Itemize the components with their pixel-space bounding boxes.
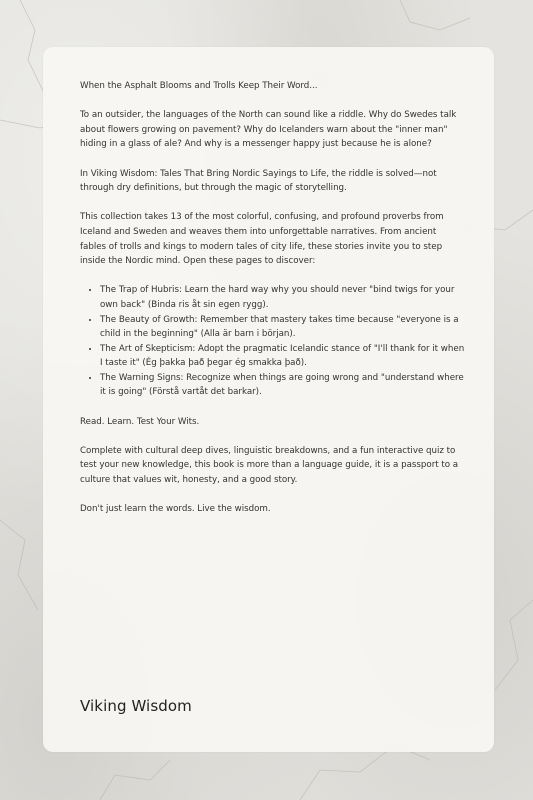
proverb-list (80, 283, 465, 400)
book-paragraph: In Viking Wisdom: Tales That Bring Nordic Sayings to Life, the riddle is solved—not through dry definitions, but through the magic of storytelling. (80, 168, 437, 194)
brand-title: Viking Wisdom (80, 697, 192, 715)
closing-paragraph: Complete with cultural deep dives, linguistic breakdowns, and a fun interactive quiz to test your new knowledge, this book is more than a language guide, it is a passport to a culture that values wit, honesty, and a good story. (80, 445, 459, 486)
intro-paragraph: To an outsider, the languages of the North can sound like a riddle. Why do Swedes talk about flowers growing on pavement? Why do Icelanders warn about the "inner man" hiding in a glass of ale? And why is a messenger happy just because he is alone? (80, 110, 457, 150)
description-text (80, 79, 465, 531)
final-line: Don't just learn the words. Live the wisdom. (80, 504, 271, 515)
description-panel (43, 47, 494, 752)
headline: When the Asphalt Blooms and Trolls Keep Their Word... (80, 81, 318, 91)
list-item: • The Warning Signs: Recognize when things are going wrong and "understand where it is going" (Förstå vartåt det barkar). (100, 371, 465, 400)
list-item: • The Trap of Hubris: Learn the hard way why you should never "bind twigs for your own back" (Binda ris åt sin egen rygg). (100, 283, 465, 312)
collection-paragraph: This collection takes 13 of the most colorful, confusing, and profound proverbs from Iceland and Sweden and weaves them into unforgettable narratives. From ancient fables of trolls and kings to modern tales of city life, these stories invite you to step inside the Nordic mind. Open these pages to discover: (80, 212, 444, 267)
tagline: Read. Learn. Test Your Wits. (80, 416, 200, 427)
list-item: • The Beauty of Growth: Remember that mastery takes time because "everyone is a child in the beginning" (Alla är barn i början). (100, 313, 465, 342)
list-item: • The Art of Skepticism: Adopt the pragmatic Icelandic stance of "I'll thank for it when I taste it" (Ég þakka það þegar ég smakka það). (100, 342, 465, 371)
